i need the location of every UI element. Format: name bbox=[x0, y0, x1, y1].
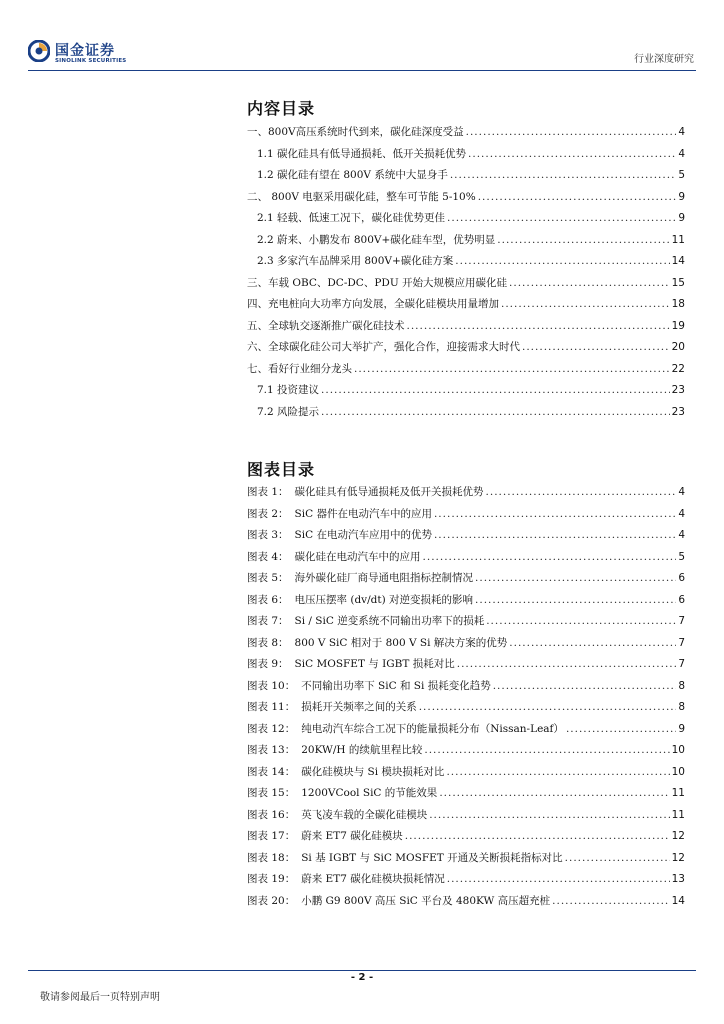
toc-entry-page: 18 bbox=[671, 298, 685, 310]
figure-entry-page: 12 bbox=[671, 851, 685, 864]
figure-entry-number: 图表 3： bbox=[247, 529, 289, 541]
toc-entry[interactable] bbox=[247, 382, 685, 404]
toc-entry[interactable] bbox=[247, 296, 685, 318]
toc-entry[interactable] bbox=[247, 275, 685, 297]
toc-entry-page: 23 bbox=[671, 405, 685, 418]
toc-entry[interactable] bbox=[247, 146, 685, 168]
figure-entry-number: 图表 16： bbox=[247, 808, 296, 821]
figure-entry-page: 8 bbox=[678, 701, 685, 713]
figure-entry-page: 12 bbox=[671, 830, 685, 842]
figure-entry-label: SiC MOSFET 与 IGBT 损耗对比 bbox=[294, 658, 455, 670]
leader-dots bbox=[501, 298, 670, 310]
figure-entry[interactable] bbox=[247, 871, 685, 893]
figure-entry-label: 纯电动汽车综合工况下的能量损耗分布（Nissan-Leaf） bbox=[301, 722, 564, 735]
figure-entry[interactable] bbox=[247, 570, 685, 592]
figure-entry-number: 图表 19： bbox=[247, 873, 296, 885]
toc-title: 内容目录 bbox=[247, 99, 316, 118]
figure-entry-page: 10 bbox=[671, 765, 685, 778]
toc-entry-page: 5 bbox=[678, 169, 685, 181]
disclaimer-note: 敬请参阅最后一页特别声明 bbox=[40, 992, 160, 1003]
leader-dots bbox=[405, 830, 670, 842]
toc-entry[interactable] bbox=[247, 318, 685, 340]
figure-entry-label: 800 V SiC 相对于 800 V Si 解决方案的优势 bbox=[294, 636, 508, 649]
leader-dots bbox=[497, 234, 669, 246]
sinolink-logo-icon bbox=[28, 40, 50, 62]
figure-entry-number: 图表 18： bbox=[247, 851, 296, 864]
toc-entry[interactable] bbox=[247, 339, 685, 361]
figure-entry[interactable] bbox=[247, 549, 685, 571]
toc-entry-page: 20 bbox=[671, 341, 685, 353]
leader-dots bbox=[321, 384, 670, 396]
figure-entry-page: 10 bbox=[671, 744, 685, 756]
page-number: - 2 - bbox=[350, 972, 374, 983]
leader-dots bbox=[423, 551, 677, 563]
figure-entry-number: 图表 7： bbox=[247, 615, 289, 627]
toc-entry-page: 4 bbox=[678, 126, 685, 138]
leader-dots bbox=[447, 212, 676, 224]
toc-entry[interactable] bbox=[247, 404, 685, 426]
figure-entry-label: 蔚来 ET7 碳化硅模块 bbox=[301, 830, 403, 842]
company-logo bbox=[28, 40, 138, 68]
toc-entry-page: 22 bbox=[671, 362, 685, 375]
figure-entry-page: 7 bbox=[678, 615, 685, 627]
figure-entry-number: 图表 14： bbox=[247, 765, 296, 778]
leader-dots bbox=[565, 852, 670, 864]
leader-dots bbox=[552, 895, 669, 907]
list-of-figures bbox=[247, 484, 685, 914]
leader-dots bbox=[478, 191, 677, 203]
leader-dots bbox=[522, 341, 670, 353]
figure-entry-page: 4 bbox=[678, 486, 685, 498]
footer-divider bbox=[28, 970, 696, 971]
figure-entry-number: 图表 12： bbox=[247, 722, 296, 735]
figure-entry-page: 11 bbox=[671, 808, 685, 821]
leader-dots bbox=[434, 508, 676, 520]
figure-entry-label: 小鹏 G9 800V 高压 SiC 平台及 480KW 高压超充桩 bbox=[301, 894, 551, 907]
figure-entry-page: 7 bbox=[678, 636, 685, 649]
figure-entry-number: 图表 6： bbox=[247, 593, 289, 606]
figure-entry-label: 碳化硅具有低导通损耗及低开关损耗优势 bbox=[294, 486, 484, 498]
figure-entry-number: 图表 20： bbox=[247, 894, 296, 907]
toc-entry-label: 1.2 碳化硅有望在 800V 系统中大显身手 bbox=[257, 169, 448, 181]
figure-entry[interactable] bbox=[247, 635, 685, 657]
figure-entry-label: 1200VCool SiC 的节能效果 bbox=[301, 787, 438, 799]
figure-entry[interactable] bbox=[247, 484, 685, 506]
figure-entry-number: 图表 8： bbox=[247, 636, 289, 649]
figure-entry-page: 6 bbox=[678, 572, 685, 584]
toc-entry-label: 五、全球轨交逐渐推广碳化硅技术 bbox=[247, 319, 405, 332]
toc-entry-label: 1.1 碳化硅具有低导通损耗、低开关损耗优势 bbox=[257, 147, 467, 160]
leader-dots bbox=[486, 486, 677, 498]
toc-entry-label: 7.1 投资建议 bbox=[257, 384, 320, 396]
toc-entry-page: 19 bbox=[671, 319, 685, 332]
figure-entry-label: 海外碳化硅厂商导通电阻指标控制情况 bbox=[294, 572, 474, 584]
leader-dots bbox=[434, 529, 676, 541]
figure-entry[interactable] bbox=[247, 613, 685, 635]
toc-entry-label: 七、看好行业细分龙头 bbox=[247, 362, 352, 375]
toc-entry-label: 三、车载 OBC、DC-DC、PDU 开始大规模应用碳化硅 bbox=[247, 276, 508, 289]
leader-dots bbox=[468, 148, 676, 160]
toc-entry-page: 4 bbox=[678, 147, 685, 160]
toc-entry[interactable] bbox=[247, 232, 685, 254]
figure-entry-page: 7 bbox=[678, 658, 685, 670]
toc-entry[interactable] bbox=[247, 253, 685, 275]
figure-entry-number: 图表 13： bbox=[247, 744, 296, 756]
figure-entry-number: 图表 11： bbox=[247, 701, 296, 713]
figure-entry[interactable] bbox=[247, 656, 685, 678]
figure-entry[interactable] bbox=[247, 678, 685, 700]
figure-entry-page: 11 bbox=[671, 787, 685, 799]
toc-entry-label: 六、全球碳化硅公司大举扩产，强化合作，迎接需求大时代 bbox=[247, 341, 520, 353]
logo-english-name: SINOLINK SECURITIES bbox=[55, 58, 127, 64]
leader-dots bbox=[407, 320, 670, 332]
figure-entry[interactable] bbox=[247, 742, 685, 764]
figure-entry-label: Si 基 IGBT 与 SiC MOSFET 开通及关断损耗指标对比 bbox=[301, 851, 563, 864]
figure-entry[interactable] bbox=[247, 527, 685, 549]
leader-dots bbox=[429, 809, 669, 821]
page-header bbox=[0, 0, 724, 72]
leader-dots bbox=[486, 615, 676, 627]
figure-entry-number: 图表 10： bbox=[247, 679, 296, 692]
figure-entry-page: 4 bbox=[678, 507, 685, 520]
figure-entry-page: 13 bbox=[671, 873, 685, 885]
figure-entry[interactable] bbox=[247, 893, 685, 915]
toc-entry-page: 14 bbox=[671, 255, 685, 267]
figure-entry-label: 英飞凌车载的全碳化硅模块 bbox=[301, 808, 428, 821]
toc-entry-label: 四、充电桩向大功率方向发展，全碳化硅模块用量增加 bbox=[247, 298, 499, 310]
leader-dots bbox=[475, 572, 676, 584]
leader-dots bbox=[446, 766, 669, 778]
figure-entry-page: 14 bbox=[671, 894, 685, 907]
figure-entry-number: 图表 17： bbox=[247, 830, 296, 842]
toc-entry-page: 9 bbox=[678, 212, 685, 224]
figure-entry-page: 5 bbox=[678, 550, 685, 563]
leader-dots bbox=[450, 169, 676, 181]
figure-entry[interactable] bbox=[247, 785, 685, 807]
header-divider bbox=[28, 70, 696, 71]
toc-entry[interactable] bbox=[247, 189, 685, 211]
toc-entry-page: 9 bbox=[678, 190, 685, 203]
leader-dots bbox=[509, 637, 676, 649]
figure-entry[interactable] bbox=[247, 807, 685, 829]
figure-entry-label: SiC 在电动汽车应用中的优势 bbox=[294, 529, 432, 541]
figure-entry-number: 图表 1： bbox=[247, 486, 289, 498]
figure-entry-label: 蔚来 ET7 碳化硅模块损耗情况 bbox=[301, 873, 445, 885]
figure-entry-page: 8 bbox=[678, 679, 685, 692]
leader-dots bbox=[509, 277, 670, 289]
leader-dots bbox=[424, 744, 669, 756]
report-type-label: 行业深度研究 bbox=[634, 54, 694, 65]
figure-entry-label: Si / SiC 逆变系统不同输出功率下的损耗 bbox=[294, 615, 485, 627]
toc-entry-label: 一、800V高压系统时代到来，碳化硅深度受益 bbox=[247, 126, 464, 138]
toc-entry[interactable] bbox=[247, 210, 685, 232]
leader-dots bbox=[493, 680, 677, 692]
leader-dots bbox=[457, 658, 677, 670]
figure-entry[interactable] bbox=[247, 828, 685, 850]
figure-entry-page: 4 bbox=[678, 529, 685, 541]
figure-entry-page: 6 bbox=[678, 593, 685, 606]
figure-entry-label: 碳化硅模块与 Si 模块损耗对比 bbox=[301, 765, 445, 778]
leader-dots bbox=[475, 594, 676, 606]
figure-entry[interactable] bbox=[247, 699, 685, 721]
toc-entry-page: 15 bbox=[671, 276, 685, 289]
leader-dots bbox=[455, 255, 669, 267]
figure-entry-number: 图表 5： bbox=[247, 572, 289, 584]
leader-dots bbox=[354, 363, 670, 375]
toc-entry-label: 7.2 风险提示 bbox=[257, 405, 320, 418]
figure-entry-label: 电压压摆率 (dv/dt) 对逆变损耗的影响 bbox=[294, 593, 474, 606]
figure-entry[interactable] bbox=[247, 592, 685, 614]
toc-entry-label: 2.3 多家汽车品牌采用 800V+碳化硅方案 bbox=[257, 255, 454, 267]
leader-dots bbox=[439, 787, 669, 799]
table-of-contents bbox=[247, 124, 685, 425]
leader-dots bbox=[419, 701, 677, 713]
toc-entry-label: 二、 800V 电驱采用碳化硅，整车可节能 5-10% bbox=[247, 190, 476, 203]
figures-title: 图表目录 bbox=[247, 460, 316, 479]
figure-entry-label: SiC 器件在电动汽车中的应用 bbox=[294, 507, 432, 520]
figure-entry-label: 碳化硅在电动汽车中的应用 bbox=[294, 550, 421, 563]
toc-entry-label: 2.2 蔚来、小鹏发布 800V+碳化硅车型，优势明显 bbox=[257, 233, 496, 246]
figure-entry-number: 图表 15： bbox=[247, 787, 296, 799]
leader-dots bbox=[466, 126, 677, 138]
figure-entry-number: 图表 4： bbox=[247, 550, 289, 563]
figure-entry-label: 20KW/H 的续航里程比较 bbox=[301, 744, 423, 756]
toc-entry-label: 2.1 轻载、低速工况下，碳化硅优势更佳 bbox=[257, 212, 446, 224]
logo-chinese-name: 国金证券 bbox=[55, 43, 115, 59]
toc-entry[interactable] bbox=[247, 361, 685, 383]
leader-dots bbox=[566, 723, 676, 735]
figure-entry-label: 损耗开关频率之间的关系 bbox=[301, 701, 417, 713]
toc-entry-page: 23 bbox=[671, 384, 685, 396]
figure-entry[interactable] bbox=[247, 506, 685, 528]
toc-entry-page: 11 bbox=[671, 233, 685, 246]
figure-entry[interactable] bbox=[247, 850, 685, 872]
figure-entry-page: 9 bbox=[678, 722, 685, 735]
leader-dots bbox=[447, 873, 670, 885]
toc-entry[interactable] bbox=[247, 124, 685, 146]
figure-entry[interactable] bbox=[247, 764, 685, 786]
figure-entry[interactable] bbox=[247, 721, 685, 743]
figure-entry-number: 图表 2： bbox=[247, 507, 289, 520]
leader-dots bbox=[321, 406, 670, 418]
toc-entry[interactable] bbox=[247, 167, 685, 189]
figure-entry-number: 图表 9： bbox=[247, 658, 289, 670]
figure-entry-label: 不同输出功率下 SiC 和 Si 损耗变化趋势 bbox=[301, 679, 491, 692]
